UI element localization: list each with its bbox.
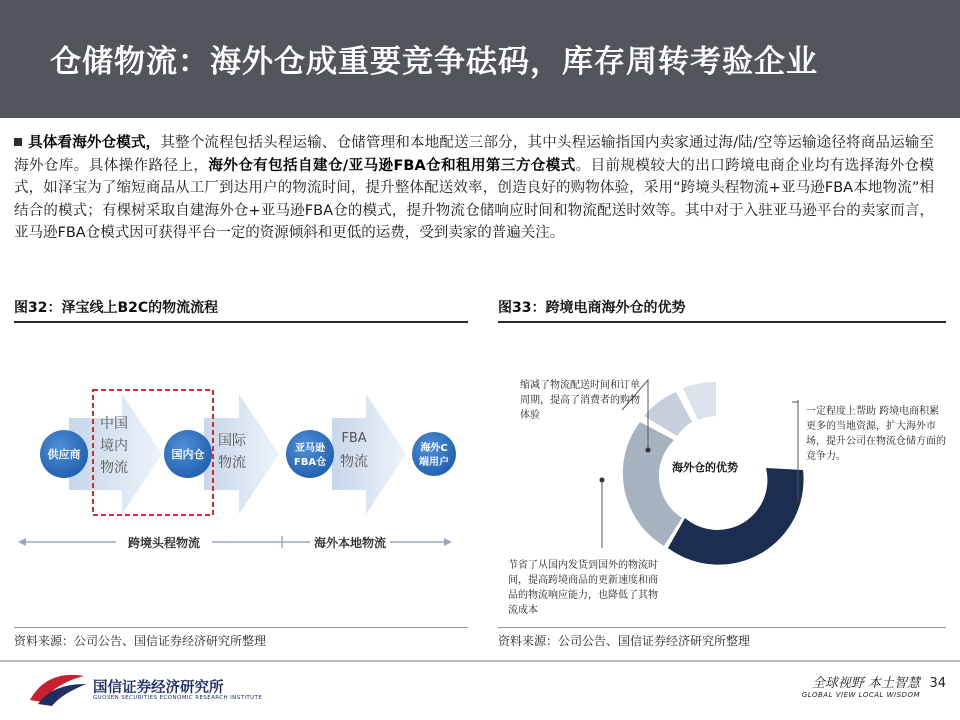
label-overseas-user-1: 海外C [420, 443, 448, 454]
label-amazon-fba-2: FBA仓 [293, 457, 327, 468]
label-intl-logistics-2: 物流 [218, 455, 246, 471]
figure-32-source: 资料来源：公司公告、国信证券经济研究所整理 [14, 634, 267, 648]
label-domestic-logistics-3: 物流 [100, 460, 128, 476]
label-domestic-logistics-2: 境内 [100, 438, 128, 454]
advantage-note-top-left: 缩减了物流配送时间和订单周期，提高了消费者的购物体验 [520, 380, 640, 421]
node-overseas-user [412, 432, 456, 476]
leader-top-left-dot [646, 448, 651, 453]
span-label-left: 跨境头程物流 [127, 536, 201, 550]
leader-right-dot [796, 500, 801, 505]
figure-33-source: 资料来源：公司公告、国信证券经济研究所整理 [498, 634, 751, 648]
leader-bottom-left-dot [600, 478, 605, 483]
figure-32-source-rule [14, 627, 468, 628]
lead-bold-text: 具体看海外仓模式， [28, 135, 161, 151]
slogan [802, 672, 920, 699]
body-text-2: 。目前规模较大的出口跨境电商企业均有选择海外仓模式，如泽宝为了缩短商品从工厂到达用户的物流时间，提升整体配送效率，创造良好的购物体验，采用“跨境头程物流+亚马逊FBA本地物流”相结合的模式；有棵树采取自建海外仓+亚马逊FBA仓的模式，提升物流仓储响应时间和物流配送时效等。其中对于入驻亚马逊平台的卖家而言，亚马逊FBA仓模式因可获得平台一定的资源倾斜和更低的运费，受到卖家的普遍关注。 [14, 157, 934, 241]
label-domestic-warehouse: 国内仓 [171, 448, 205, 461]
label-intl-logistics-1: 国际 [218, 433, 246, 449]
slogan-en: GLOBAL VIEW LOCAL WISDOM [801, 691, 920, 699]
mid-bold-text: 海外仓有包括自建仓/亚马逊FBA仓和租用第三方仓模式 [208, 157, 576, 174]
figure-32-rule [14, 321, 468, 323]
label-amazon-fba-1: 亚马逊 [295, 443, 325, 454]
slogan-cn: 全球视野 本土智慧 [811, 676, 920, 691]
label-overseas-user-2: 端用户 [419, 457, 449, 468]
label-fba-logistics-1: FBA [341, 431, 367, 446]
figure-33-rule [498, 321, 946, 323]
org-subtitle: GUOSEN SECURITIES ECONOMIC RESEARCH INSTITUTE [93, 695, 263, 701]
label-domestic-logistics-1: 中国 [100, 416, 128, 432]
guosen-logo-icon [28, 670, 88, 706]
donut-segment-dark [668, 468, 804, 565]
body-paragraph [14, 132, 934, 245]
title-bar [0, 0, 960, 118]
bullet-icon [14, 138, 22, 146]
figure-32-title: 图32：泽宝线上B2C的物流流程 [14, 300, 219, 316]
advantage-note-right: 一定程度上帮助 跨境电商积累更多的当地资源，扩大海外市场，提升公司在物流仓储方面的竞争力。 [806, 406, 946, 462]
logistics-flow-diagram [14, 370, 456, 570]
span-label-right: 海外本地物流 [313, 536, 387, 550]
org-name: 国信证券经济研究所 [93, 680, 224, 696]
advantage-note-bottom-left: 节省了从国内发货到国外的物流时间，提高跨境商品的更新速度和商品的物流响应能力，也降低了其物流成本 [508, 560, 658, 616]
donut-segment-mid [623, 422, 682, 546]
donut-center-label: 海外仓的优势 [672, 461, 738, 474]
figure-33-title: 图33：跨境电商海外仓的优势 [498, 300, 686, 316]
figure-33-source-rule [498, 627, 946, 628]
footer-rule [0, 660, 960, 662]
body-text-1: 其整个流程包括头程运输、仓储管理和本地配送三部分，其中头程运输指国内卖家通过海/陆/空等运输途径将商品运输至海外仓库。具体操作路径上， [14, 135, 934, 174]
label-supplier: 供应商 [47, 448, 81, 461]
donut-segment-lightest [683, 382, 716, 420]
node-amazon-fba [286, 430, 334, 478]
page-title: 仓储物流：海外仓成重要竞争砝码，库存周转考验企业 [50, 44, 818, 80]
page-number: 34 [929, 676, 946, 691]
label-fba-logistics-2: 物流 [340, 454, 368, 470]
